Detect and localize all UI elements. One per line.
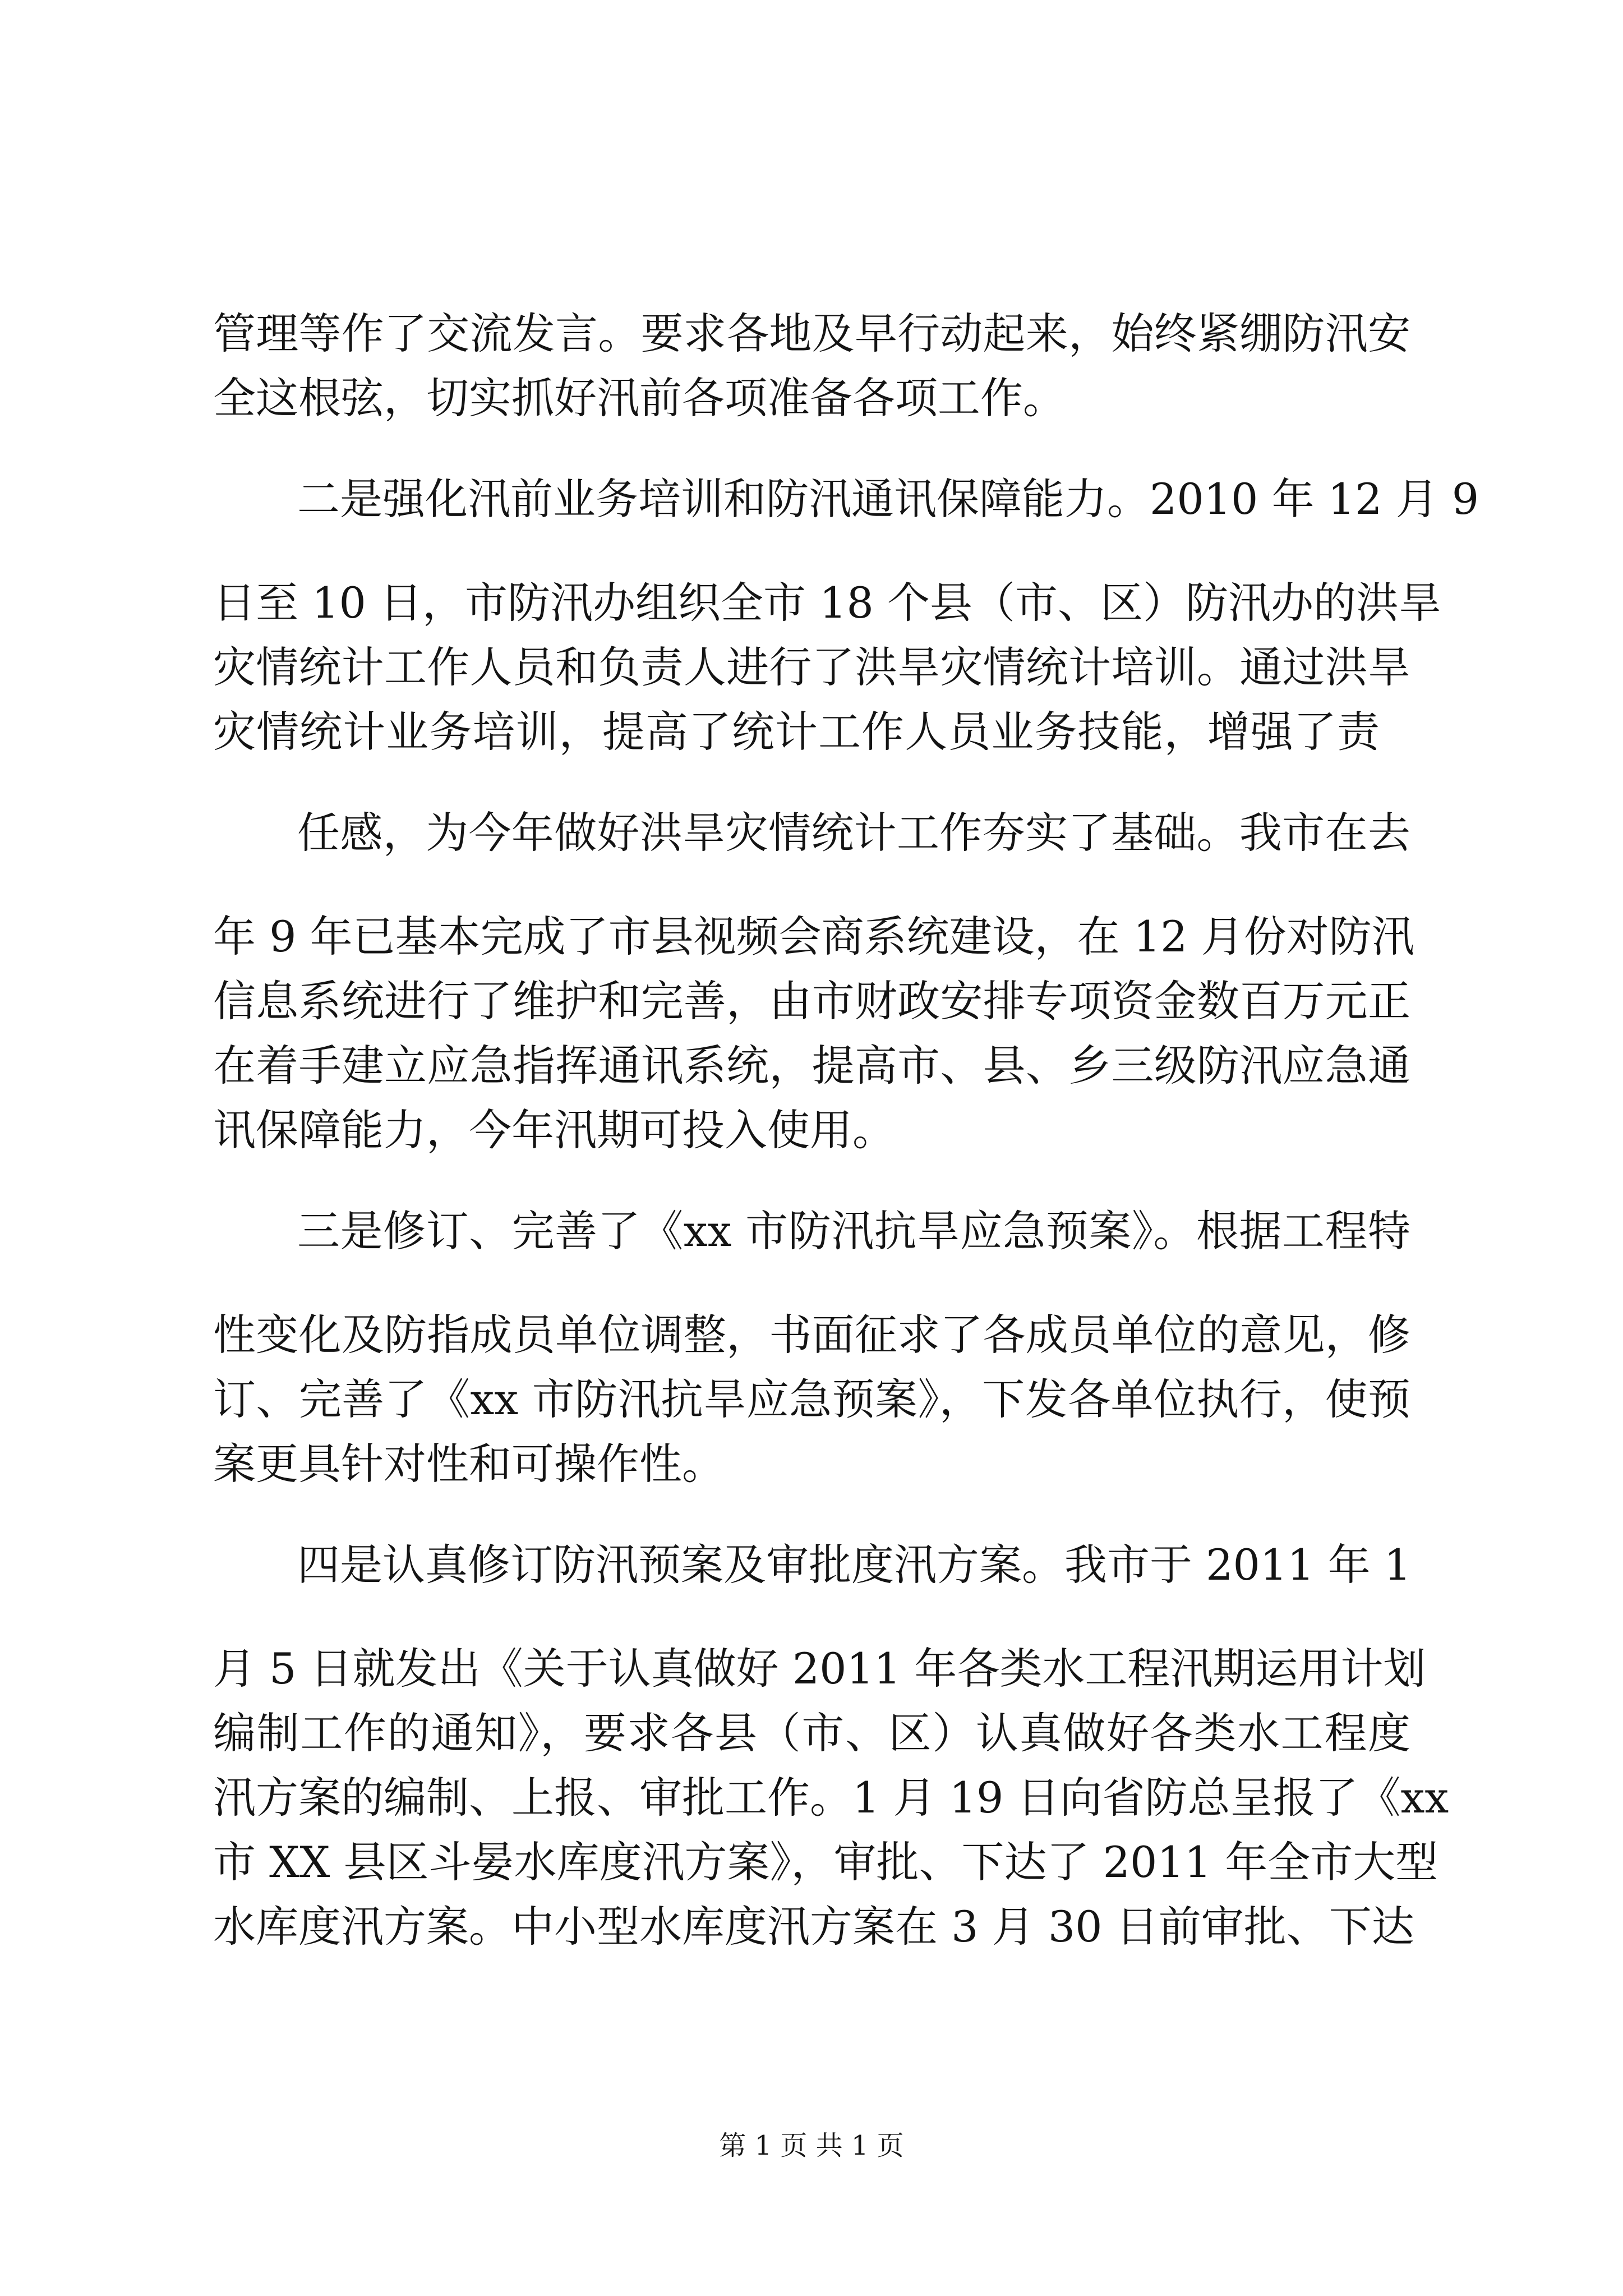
page-number-footer: 第 1 页 共 1 页 <box>719 2130 904 2161</box>
text-line <box>0 1035 1623 1097</box>
text-line <box>0 468 1623 530</box>
paragraph-text: 性变化及防指成员单位调整，书面征求了各成员单位的意见，修 <box>213 1310 1410 1360</box>
paragraph-text: 三是修订、完善了《xx 市防汛抗旱应急预案》。根据工程特 <box>297 1206 1410 1256</box>
paragraph-text: 灾情统计工作人员和负责人进行了洪旱灾情统计培训。通过洪旱 <box>213 642 1410 692</box>
text-line <box>0 802 1623 864</box>
paragraph-text: 汛方案的编制、上报、审批工作。1 月 19 日向省防总呈报了《xx <box>213 1773 1449 1823</box>
text-line <box>0 1369 1623 1430</box>
paragraph-text: 市 XX 县区斗晏水库度汛方案》，审批、下达了 2011 年全市大型 <box>213 1837 1438 1887</box>
text-line <box>0 1832 1623 1893</box>
paragraph-text: 四是认真修订防汛预案及审批度汛方案。我市于 2011 年 1 <box>297 1540 1412 1590</box>
text-line <box>0 906 1623 968</box>
text-line <box>0 1200 1623 1262</box>
text-line <box>0 701 1623 763</box>
text-line <box>0 1703 1623 1764</box>
paragraph-text: 讯保障能力，今年汛期可投入使用。 <box>213 1105 895 1155</box>
text-line <box>0 1433 1623 1495</box>
paragraph-text: 二是强化汛前业务培训和防汛通讯保障能力。2010 年 12 月 9 <box>297 474 1479 524</box>
paragraph-text: 编制工作的通知》，要求各县（市、区）认真做好各类水工程度 <box>213 1708 1410 1758</box>
paragraph-text: 管理等作了交流发言。要求各地及早行动起来，始终紧绷防汛安 <box>213 309 1410 358</box>
text-line <box>0 303 1623 365</box>
text-line <box>0 1896 1623 1958</box>
paragraph-text: 任感，为今年做好洪旱灾情统计工作夯实了基础。我市在去 <box>297 808 1410 858</box>
text-line <box>0 970 1623 1032</box>
text-line <box>0 637 1623 698</box>
paragraph-text: 月 5 日就发出《关于认真做好 2011 年各类水工程汛期运用计划 <box>213 1644 1426 1694</box>
text-line <box>0 1767 1623 1829</box>
text-line <box>0 572 1623 634</box>
text-line <box>0 1534 1623 1596</box>
text-line <box>0 1304 1623 1366</box>
text-line <box>0 1638 1623 1700</box>
paragraph-text: 信息系统进行了维护和完善，由市财政安排专项资金数百万元正 <box>213 976 1410 1026</box>
paragraph-text: 灾情统计业务培训，提高了统计工作人员业务技能，增强了责 <box>213 707 1380 757</box>
paragraph-text: 在着手建立应急指挥通讯系统，提高市、县、乡三级防汛应急通 <box>213 1041 1410 1091</box>
text-line <box>0 367 1623 429</box>
paragraph-text: 案更具针对性和可操作性。 <box>213 1439 725 1489</box>
paragraph-text: 年 9 年已基本完成了市县视频会商系统建设，在 12 月份对防汛 <box>213 912 1414 961</box>
text-line <box>0 1099 1623 1161</box>
paragraph-text: 水库度汛方案。中小型水库度汛方案在 3 月 30 日前审批、下达 <box>213 1902 1414 1952</box>
paragraph-text: 全这根弦，切实抓好汛前各项准备各项工作。 <box>213 373 1066 423</box>
paragraph-text: 日至 10 日，市防汛办组织全市 18 个县（市、区）防汛办的洪旱 <box>213 578 1442 628</box>
paragraph-text: 订、完善了《xx 市防汛抗旱应急预案》，下发各单位执行，使预 <box>213 1374 1410 1424</box>
